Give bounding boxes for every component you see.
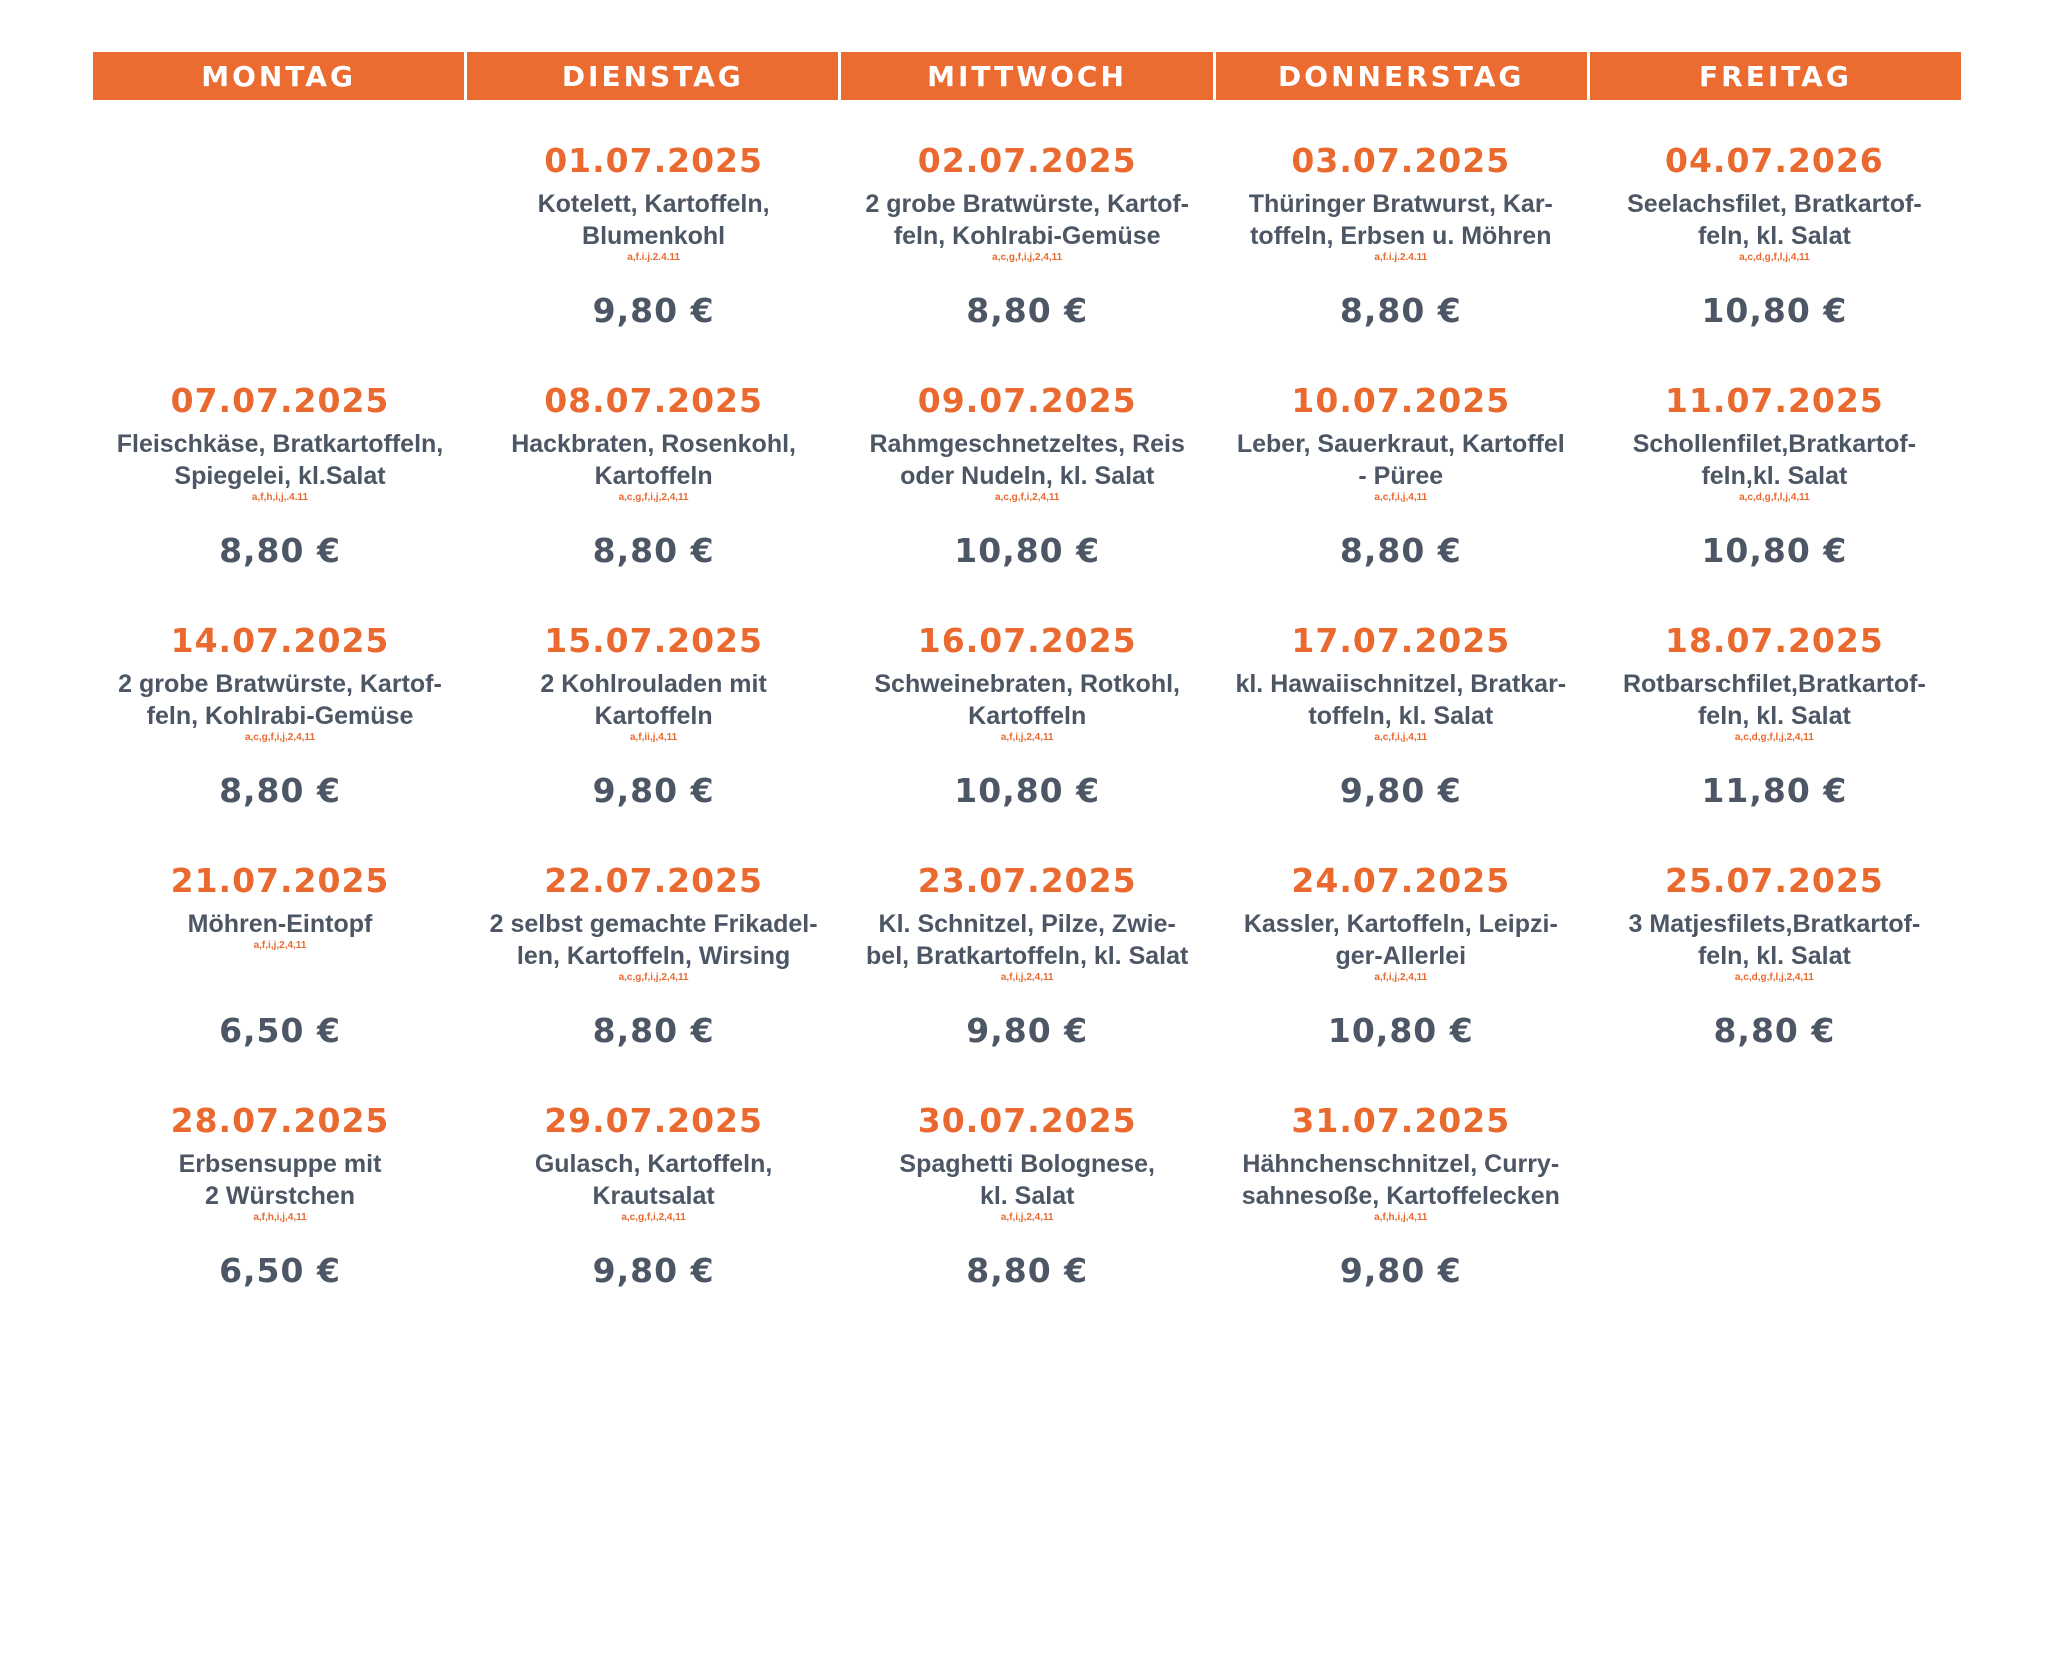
menu-dish-line: Schweinebraten, Rotkohl,	[874, 670, 1180, 698]
menu-allergens: a,c,f,i,j,4,11	[1374, 492, 1428, 503]
menu-cell-friday	[1587, 580, 1961, 820]
menu-price: 6,50 €	[219, 1011, 341, 1050]
header-wednesday: MITTWOCH	[841, 52, 1215, 100]
menu-date: 24.07.2025	[1291, 861, 1511, 900]
menu-date: 01.07.2025	[544, 141, 763, 180]
menu-date: 15.07.2025	[544, 621, 763, 660]
menu-price: 8,80 €	[966, 291, 1089, 330]
menu-cell-wednesday	[840, 340, 1214, 580]
menu-allergens: a,c,f,i,j,4,11	[1374, 732, 1428, 743]
menu-dish	[1587, 188, 1961, 264]
menu-price: 10,80 €	[1701, 531, 1848, 570]
menu-dish-line: feln, Kohlrabi-Gemüse	[146, 702, 414, 730]
menu-dish	[467, 188, 841, 264]
menu-date: 28.07.2025	[170, 1101, 390, 1140]
menu-week-row	[93, 580, 1961, 820]
menu-allergens: a,f,i,j,2,4,11	[253, 940, 307, 951]
weekday-header	[93, 52, 1961, 100]
menu-allergens: a,f,i,j,2,4,11	[1000, 1212, 1054, 1223]
menu-dish-line: 2 selbst gemachte Frikadel-	[489, 910, 818, 938]
menu-week-row	[93, 100, 1961, 340]
header-monday: MONTAG	[93, 52, 467, 100]
menu-dish-line: Krautsalat	[592, 1182, 715, 1210]
menu-dish-line: Spaghetti Bolognese,	[899, 1150, 1155, 1178]
menu-dish	[840, 668, 1214, 744]
menu-allergens: a,f,i,j,2,4,11	[1374, 972, 1428, 983]
menu-allergens: a,f,ii,j,4,11	[629, 732, 678, 743]
menu-dish-line: Kartoffeln	[968, 702, 1087, 730]
menu-allergens: a,c,d,g,f,l,j,4,11	[1739, 252, 1810, 263]
menu-dish-line: Möhren-Eintopf	[187, 910, 373, 938]
menu-dish	[1587, 428, 1961, 504]
menu-price: 9,80 €	[966, 1011, 1089, 1050]
menu-dish-line: 2 grobe Bratwürste, Kartof-	[865, 190, 1190, 218]
menu-dish	[93, 668, 467, 744]
menu-cell-friday	[1587, 340, 1961, 580]
menu-week-row	[93, 820, 1961, 1060]
menu-dish	[1214, 908, 1588, 984]
menu-price: 6,50 €	[219, 1251, 341, 1290]
menu-price: 9,80 €	[592, 291, 715, 330]
menu-cell-wednesday	[840, 820, 1214, 1060]
menu-price: 9,80 €	[1339, 771, 1462, 810]
menu-dish	[1214, 1148, 1588, 1224]
menu-dish	[840, 1148, 1214, 1224]
menu-dish	[1214, 668, 1588, 744]
menu-dish-line: Kassler, Kartoffeln, Leipzi-	[1243, 910, 1558, 938]
menu-cell-monday	[93, 820, 467, 1060]
menu-dish	[467, 908, 841, 984]
menu-date: 10.07.2025	[1291, 381, 1511, 420]
menu-dish-line: Hähnchenschnitzel, Curry-	[1242, 1150, 1560, 1178]
menu-date: 02.07.2025	[917, 141, 1137, 180]
menu-dish	[1587, 668, 1961, 744]
menu-dish-line: Kl. Schnitzel, Pilze, Zwie-	[878, 910, 1176, 938]
menu-cell-tuesday	[467, 100, 841, 340]
menu-dish-line: 2 grobe Bratwürste, Kartof-	[118, 670, 442, 698]
menu-date: 31.07.2025	[1291, 1101, 1511, 1140]
menu-price: 10,80 €	[954, 771, 1101, 810]
menu-dish-line: Kartoffeln	[594, 702, 713, 730]
menu-cell-tuesday	[467, 340, 841, 580]
menu-dish	[467, 668, 841, 744]
menu-cell-tuesday	[467, 580, 841, 820]
menu-dish	[1587, 908, 1961, 984]
menu-dish-line: Erbsensuppe mit	[178, 1150, 382, 1178]
menu-date: 07.07.2025	[170, 381, 390, 420]
menu-cell-wednesday	[840, 580, 1214, 820]
menu-allergens: a,c,d,g,f,l,j,2,4,11	[1734, 732, 1814, 743]
menu-date: 08.07.2025	[544, 381, 763, 420]
menu-price: 9,80 €	[592, 1251, 715, 1290]
menu-date: 04.07.2026	[1665, 141, 1884, 180]
menu-dish-line: feln, kl. Salat	[1697, 222, 1851, 250]
menu-date: 29.07.2025	[544, 1101, 763, 1140]
menu-allergens: a,c,g,f,i,j,2,4,11	[992, 252, 1063, 263]
menu-cell-thursday	[1214, 580, 1588, 820]
menu-allergens: a,f,i,j,2,4,11	[1000, 972, 1054, 983]
menu-dish-line: toffeln, kl. Salat	[1308, 702, 1494, 730]
menu-date: 17.07.2025	[1291, 621, 1511, 660]
header-friday: FREITAG	[1590, 52, 1961, 100]
menu-date: 11.07.2025	[1665, 381, 1884, 420]
header-thursday: DONNERSTAG	[1216, 52, 1590, 100]
menu-dish	[93, 1148, 467, 1224]
menu-allergens: a,c,g,f,i,j,2,4,11	[244, 732, 316, 743]
menu-allergens: a,c,g,f,i,j,2,4,11	[618, 492, 689, 503]
menu-date: 21.07.2025	[170, 861, 390, 900]
menu-dish-line: Thüringer Bratwurst, Kar-	[1248, 190, 1553, 218]
menu-allergens: a,f,h,i,j,.4.11	[251, 492, 309, 503]
menu-date: 25.07.2025	[1665, 861, 1884, 900]
menu-date: 22.07.2025	[544, 861, 763, 900]
menu-dish-line: feln, kl. Salat	[1697, 942, 1851, 970]
menu-dish	[467, 428, 841, 504]
menu-cell-monday	[93, 580, 467, 820]
menu-allergens: a,f,h,i,j,4,11	[1374, 1212, 1428, 1223]
menu-dish-line: 2 Würstchen	[204, 1182, 356, 1210]
menu-dish-line: feln, Kohlrabi-Gemüse	[893, 222, 1161, 250]
menu-dish-line: Schollenfilet,Bratkartof-	[1632, 430, 1917, 458]
menu-price: 8,80 €	[219, 531, 341, 570]
menu-dish	[467, 1148, 841, 1224]
menu-dish	[840, 908, 1214, 984]
menu-dish-line: Fleischkäse, Bratkartoffeln,	[116, 430, 444, 458]
menu-price: 8,80 €	[219, 771, 341, 810]
menu-date: 16.07.2025	[917, 621, 1137, 660]
menu-price: 9,80 €	[1339, 1251, 1462, 1290]
menu-date: 14.07.2025	[170, 621, 390, 660]
menu-cell-monday	[93, 1060, 467, 1300]
menu-allergens: a,c,g,f,i,2,4,11	[994, 492, 1060, 503]
menu-dish-line: feln, kl. Salat	[1697, 702, 1851, 730]
menu-cell-tuesday	[467, 1060, 841, 1300]
menu-dish	[1214, 188, 1588, 264]
menu-dish-line: kl. Hawaiischnitzel, Bratkar-	[1235, 670, 1567, 698]
menu-allergens: a,c,g,f,i,j,2,4,11	[618, 972, 689, 983]
menu-price: 10,80 €	[1701, 291, 1848, 330]
menu-dish-line: toffeln, Erbsen u. Möhren	[1250, 222, 1552, 250]
menu-dish-line: ger-Allerlei	[1335, 942, 1467, 970]
menu-dish-line: Kotelett, Kartoffeln,	[537, 190, 770, 218]
menu-dish	[840, 428, 1214, 504]
menu-week-row	[93, 1060, 1961, 1300]
menu-dish-line: Leber, Sauerkraut, Kartoffel	[1236, 430, 1565, 458]
menu-date: 09.07.2025	[917, 381, 1137, 420]
menu-dish-line: Seelachsfilet, Bratkartof-	[1627, 190, 1922, 218]
menu-dish-line: Rahmgeschnetzeltes, Reis	[869, 430, 1185, 458]
menu-price: 8,80 €	[592, 1011, 715, 1050]
menu-dish	[93, 908, 467, 952]
menu-allergens: a,c,d,g,f,l,j,2,4,11	[1734, 972, 1814, 983]
menu-dish-line: kl. Salat	[979, 1182, 1075, 1210]
menu-dish-line: Rotbarschfilet,Bratkartof-	[1622, 670, 1926, 698]
menu-dish-line: oder Nudeln, kl. Salat	[900, 462, 1155, 490]
menu-date: 18.07.2025	[1665, 621, 1884, 660]
menu-cell-thursday	[1214, 820, 1588, 1060]
menu-dish-line: Hackbraten, Rosenkohl,	[511, 430, 796, 458]
menu-allergens: a,f.i.j.2.4.11	[1374, 252, 1428, 263]
menu-dish-line: 2 Kohlrouladen mit	[540, 670, 767, 698]
menu-dish-line: Blumenkohl	[582, 222, 726, 250]
menu-dish-line: Gulasch, Kartoffeln,	[534, 1150, 773, 1178]
menu-price: 10,80 €	[1327, 1011, 1474, 1050]
menu-cell-thursday	[1214, 100, 1588, 340]
menu-price: 8,80 €	[1339, 291, 1462, 330]
menu-date: 23.07.2025	[917, 861, 1137, 900]
menu-dish-line: - Püree	[1358, 462, 1444, 490]
menu-dish	[1214, 428, 1588, 504]
menu-allergens: a,f,i,j,2,4,11	[1000, 732, 1054, 743]
menu-week-row	[93, 340, 1961, 580]
menu-dish-line: 3 Matjesfilets,Bratkartof-	[1628, 910, 1921, 938]
menu-cell-thursday	[1214, 1060, 1588, 1300]
menu-dish-line: Spiegelei, kl.Salat	[174, 462, 386, 490]
menu-cell-friday	[1587, 100, 1961, 340]
menu-allergens: a,c,g,f,i,2,4,11	[621, 1212, 686, 1223]
menu-date: 30.07.2025	[917, 1101, 1137, 1140]
menu-price: 11,80 €	[1701, 771, 1848, 810]
menu-price: 8,80 €	[1713, 1011, 1836, 1050]
menu-dish	[840, 188, 1214, 264]
menu-price: 8,80 €	[592, 531, 715, 570]
menu-date: 03.07.2025	[1291, 141, 1511, 180]
menu-price: 10,80 €	[954, 531, 1101, 570]
menu-cell-wednesday	[840, 1060, 1214, 1300]
menu-cell-friday	[1587, 820, 1961, 1060]
menu-dish-line: bel, Bratkartoffeln, kl. Salat	[866, 942, 1189, 970]
menu-cell-wednesday	[840, 100, 1214, 340]
menu-dish-line: len, Kartoffeln, Wirsing	[516, 942, 791, 970]
menu-price: 8,80 €	[1339, 531, 1462, 570]
menu-price: 8,80 €	[966, 1251, 1089, 1290]
menu-allergens: a,f,h,i,j,4,11	[253, 1212, 307, 1223]
menu-allergens: a,f.i.j.2.4.11	[627, 252, 680, 263]
header-tuesday: DIENSTAG	[467, 52, 841, 100]
menu-dish-line: sahnesoße, Kartoffelecken	[1241, 1182, 1560, 1210]
menu-cell-tuesday	[467, 820, 841, 1060]
menu-cell-thursday	[1214, 340, 1588, 580]
menu-dish	[93, 428, 467, 504]
menu-price: 9,80 €	[592, 771, 715, 810]
menu-dish-line: feln,kl. Salat	[1701, 462, 1848, 490]
menu-dish-line: Kartoffeln	[594, 462, 713, 490]
menu-allergens: a,c,d,g,f,l,j,4,11	[1739, 492, 1810, 503]
menu-cell-monday	[93, 340, 467, 580]
